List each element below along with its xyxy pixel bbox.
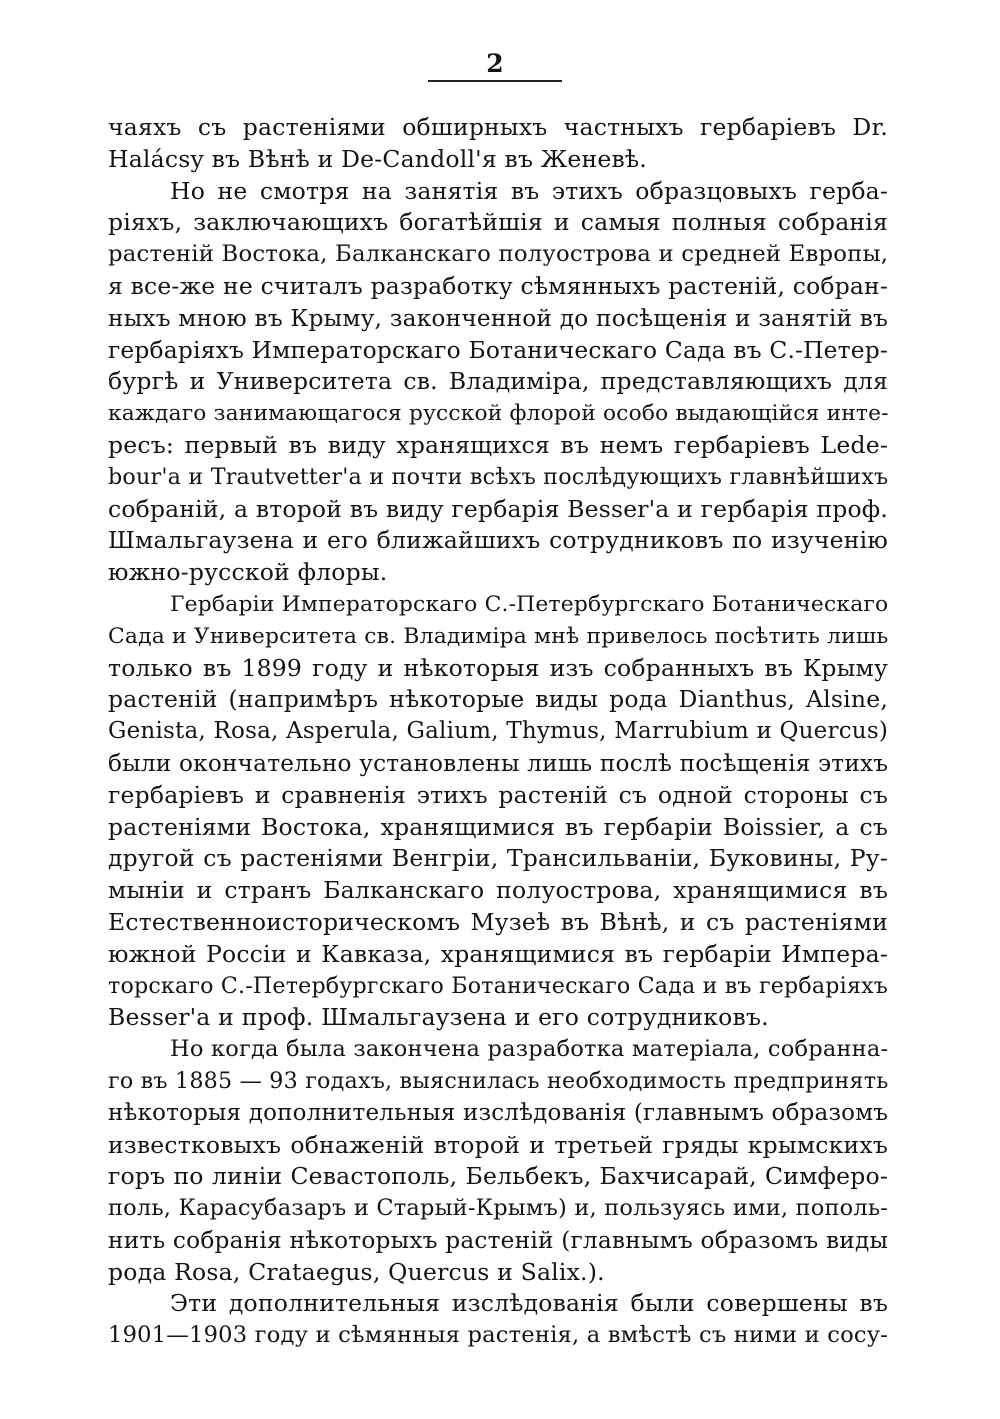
text-line: Сада и Университета св. Владиміра мнѣ привелось посѣтить лишь: [108, 623, 889, 649]
text-line: нѣкоторыя дополнительныя изслѣдованія (главнымъ образомъ: [108, 1099, 889, 1126]
text-line: Besser'а и проф. Шмальгаузена и его сотрудниковъ.: [108, 1003, 769, 1032]
text-line: ныхъ мною въ Крыму, законченной до посѣщенія и занятій въ: [108, 304, 889, 332]
text-line: Genista, Rosa, Asperula, Galium, Thymus, Marrubium и Quercus): [108, 718, 889, 745]
text-line: Шмальгаузена и его ближайшихъ сотрудниковъ по изученію: [108, 526, 889, 555]
text-line: собраній, а второй въ виду гербарія Besser'а и гербарія проф.: [108, 494, 888, 523]
text-line: торскаго С.-Петербургскаго Ботаническаго Сада и въ гербаріяхъ: [108, 972, 889, 999]
text-line: чаяхъ съ растеніями обширныхъ частныхъ гербаріевъ Dr.: [108, 113, 888, 141]
text-line: южно-русской флоры.: [108, 558, 388, 587]
text-line: были окончательно установлены лишь послѣ посѣщенія этихъ: [108, 749, 889, 777]
text-line: Естественноисторическомъ Музеѣ въ Вѣнѣ, и съ растеніями: [108, 907, 888, 936]
text-line: только въ 1899 году и нѣкоторыя изъ собранныхъ въ Крыму: [108, 653, 889, 682]
text-line: мыніи и странъ Балканскаго полуострова, хранящимися въ: [108, 876, 888, 905]
text-line: Но не смотря на занятія въ этихъ образцовыхъ герба-: [170, 176, 889, 205]
page-number: 2: [486, 49, 504, 78]
text-line: bour'а и Trautvetter'а и почти всѣхъ послѣдующихъ главнѣйшихъ: [108, 463, 889, 490]
text-line: Но когда была закончена разработка матеріала, собранна-: [170, 1036, 889, 1063]
text-line: растеній (напримѣръ нѣкоторые виды рода Dianthus, Alsine,: [108, 685, 888, 714]
text-line: известковыхъ обнаженій второй и третьей гряды крымскихъ: [108, 1130, 889, 1159]
text-line: я все-же не считалъ разработку сѣмянныхъ растеній, собран-: [108, 271, 888, 300]
text-line: горъ по линіи Севастополь, Бельбекъ, Бахчисарай, Симферо-: [108, 1162, 888, 1191]
text-line: бургѣ и Университета св. Владиміра, представляющихъ для: [108, 367, 889, 396]
text-line: го въ 1885 — 93 годахъ, выяснилась необходимость предпринять: [108, 1067, 889, 1094]
page-number-rule: [428, 80, 562, 82]
text-line: рода Rosa, Crataegus, Quercus и Salix.).: [108, 1257, 605, 1286]
text-line: нить собранія нѣкоторыхъ растеній (главнымъ образомъ виды: [108, 1226, 889, 1254]
text-line: ріяхъ, заключающихъ богатѣйшія и самыя полныя собранія: [108, 208, 889, 237]
text-line: ресъ: первый въ виду хранящихся въ немъ гербаріевъ Lede-: [108, 430, 888, 459]
text-line: гербаріяхъ Императорскаго Ботаническаго Сада въ С.-Петер-: [108, 335, 889, 364]
text-line: другой съ растеніями Венгріи, Трансильваніи, Буковины, Ру-: [108, 844, 888, 873]
text-line: Гербаріи Императорскаго С.-Петербургскаго Ботаническаго: [170, 591, 889, 617]
text-line: Halácsy въ Вѣнѣ и De-Candoll'я въ Женевѣ.: [108, 144, 647, 173]
body-text: [108, 112, 888, 1352]
text-line: гербаріевъ и сравненія этихъ растеній съ одной стороны съ: [108, 780, 889, 809]
text-line: растеніями Востока, хранящимися въ гербаріи Boissier, а съ: [108, 812, 889, 841]
text-line: южной Россіи и Кавказа, хранящимися въ гербаріи Импера-: [108, 939, 888, 968]
text-line: каждаго занимающагося русской флорой особо выдающійся инте-: [108, 401, 889, 427]
text-line: растеній Востока, Балканскаго полуострова и средней Европы,: [108, 241, 889, 268]
text-line: поль, Карасубазаръ и Старый-Крымъ) и, пользуясь ими, пополь-: [108, 1195, 889, 1222]
text-line: 1901—1903 году и сѣмянныя растенія, а вмѣстѣ съ ними и сосу-: [108, 1322, 889, 1349]
text-line: Эти дополнительныя изслѣдованія были совершены въ: [170, 1289, 888, 1318]
